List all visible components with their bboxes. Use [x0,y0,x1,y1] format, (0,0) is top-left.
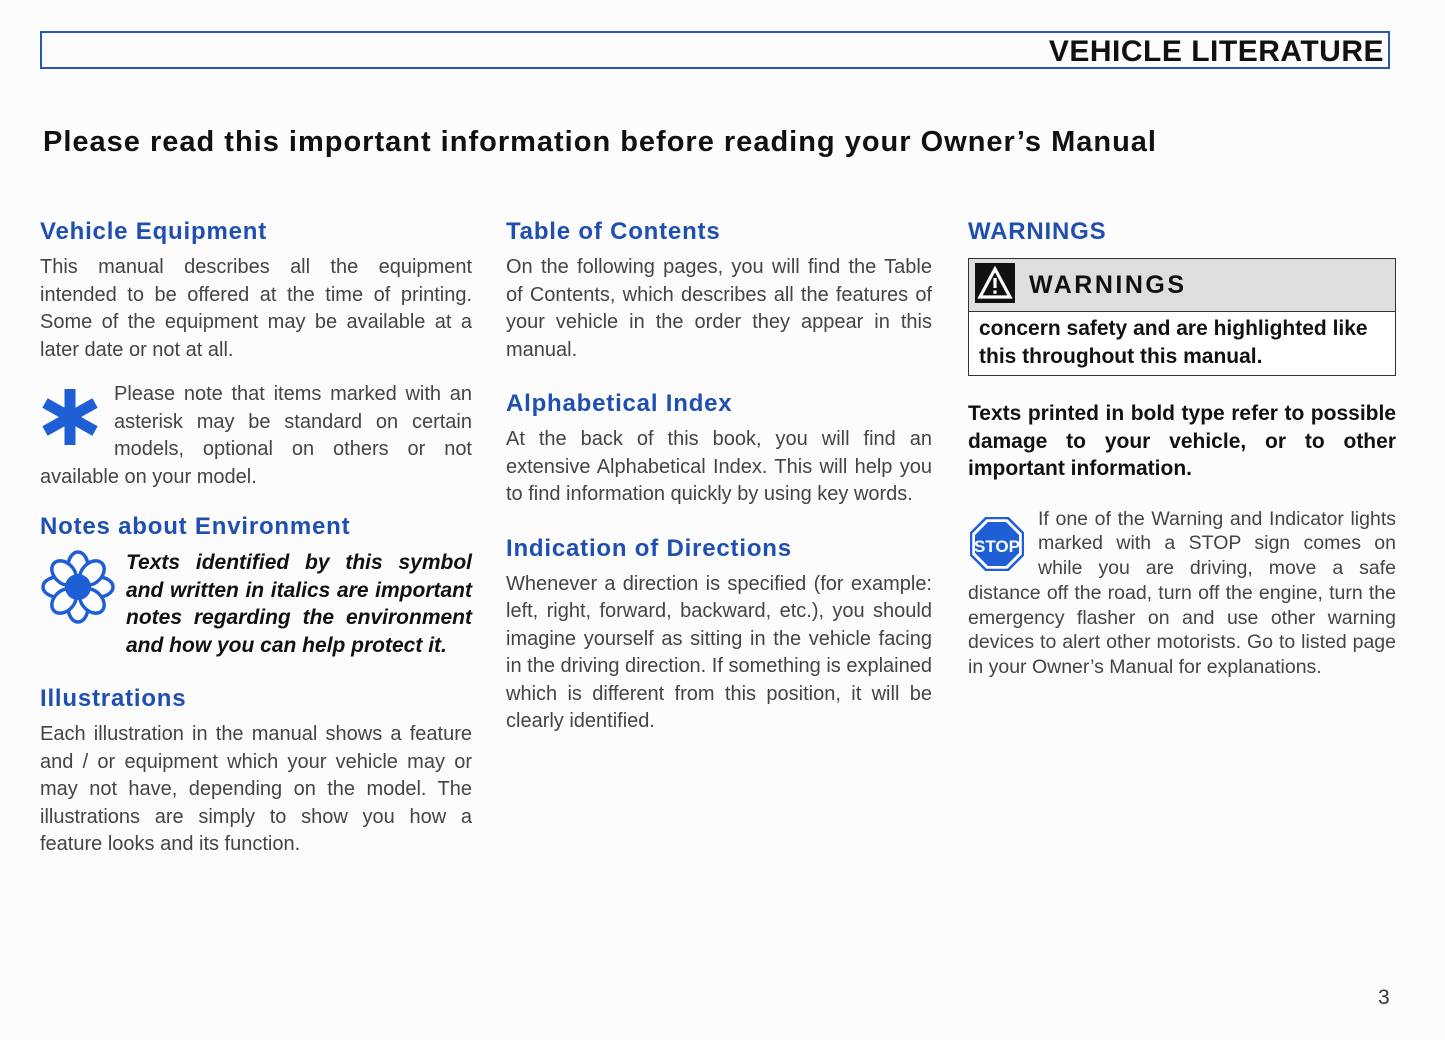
column-left [40,218,472,859]
illustrations-text: Each illustration in the manual shows a feature and / or equipment which your vehicle may or may not have, depending on the model. The illustrations are simply to show you how a feature looks and its function. [40,723,472,855]
asterisk-note-paragraph [40,381,472,491]
warning-box-label: WARNINGS [1029,270,1187,299]
section-title: VEHICLE LITERATURE [1048,35,1384,68]
illustrations-heading: Illustrations [40,685,187,712]
page-number: 3 [1378,986,1390,1009]
column-middle [506,218,932,736]
stop-note-paragraph [968,507,1396,681]
asterisk-note-text: Please note that items marked with an asterisk may be standard on certain models, optional on others or not available on your model. [40,383,472,488]
toc-text: On the following pages, you will find the Table of Contents, which describes all the features of your vehicle in the order they appear in this manual. [506,256,932,361]
warning-triangle-icon [975,263,1015,308]
stop-sign-icon [970,517,1024,578]
toc-heading: Table of Contents [506,218,721,245]
environment-text: Texts identified by this symbol and written in italics are important notes regarding the environment and how you can help protect it. [126,551,472,657]
warnings-heading: WARNINGS [968,218,1107,245]
bold-type-note: Texts printed in bold type refer to possible damage to your vehicle, or to other important information. [968,402,1396,480]
warning-box-header [969,259,1395,312]
index-heading: Alphabetical Index [506,390,733,417]
warning-box-text: concern safety and are highlighted like this throughout this manual. [979,317,1368,368]
stop-note-text: If one of the Warning and Indicator lights marked with a STOP sign comes on while you are driving, move a safe distance off the road, turn off the engine, turn the emergency flasher on and use other warning devices to alert other motorists. Go to listed page in your Owner’s Manual for explanations. [968,507,1396,679]
directions-text: Whenever a direction is specified (for example: left, right, forward, backward, etc.), you should imagine yourself as sitting in the vehicle facing in the driving direction. If something is explained which is different from this position, it will be clearly identified. [506,572,932,732]
asterisk-icon [40,387,100,456]
page-title: Please read this important information before reading your Owner’s Manual [43,126,1157,158]
index-text: At the back of this book, you will find an extensive Alphabetical Index. This will help you to find information quickly by using key words. [506,428,932,505]
section-header [40,31,1390,69]
directions-heading: Indication of Directions [506,534,792,562]
column-right [968,218,1396,700]
stop-sign-label: STOP [974,536,1020,556]
environment-paragraph [40,549,472,659]
environment-heading: Notes about Environment [40,513,351,540]
vehicle-equipment-text: This manual describes all the equipment intended to be offered at the time of printing. Some of the equipment may be available at a later date or not at all. [40,256,472,361]
warning-box [968,258,1396,376]
vehicle-equipment-heading: Vehicle Equipment [40,218,267,245]
flower-environment-icon [40,549,116,633]
